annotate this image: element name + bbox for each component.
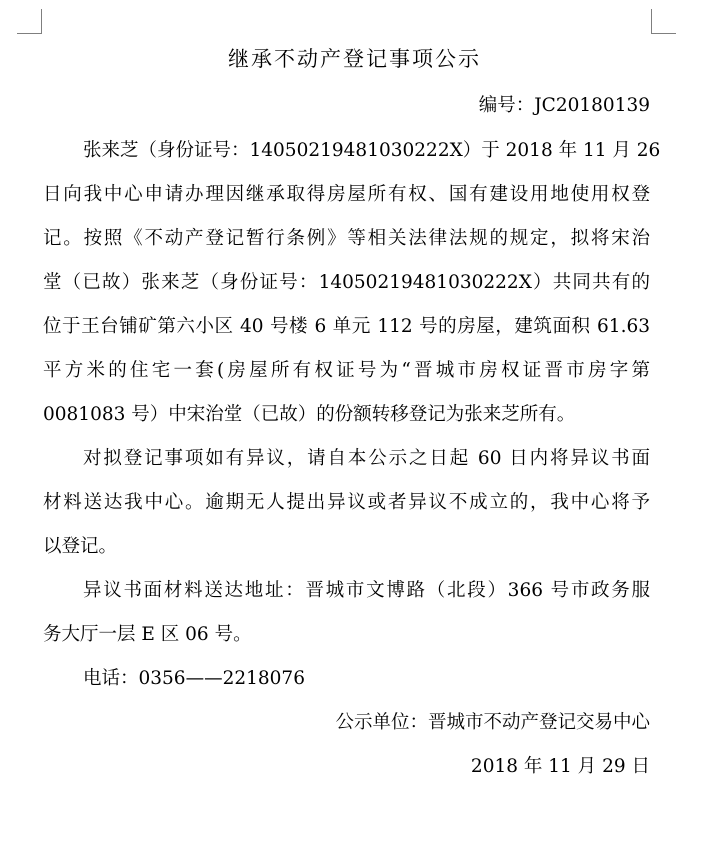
page-corner-mark-top-right — [651, 9, 676, 34]
paragraph-line: 0081083 号）中宋治堂（已故）的份额转移登记为张来芝所有。 — [43, 404, 576, 425]
paragraph-line: 以登记。 — [43, 536, 118, 557]
publisher-name: 公示单位：晋城市不动产登记交易中心 — [335, 712, 650, 733]
paragraph-line: 材料送达我中心。逾期无人提出异议或者异议不成立的，我中心将予 — [43, 492, 650, 513]
document-number: 编号：JC20180139 — [478, 95, 650, 116]
paragraph-line: 日向我中心申请办理因继承取得房屋所有权、国有建设用地使用权登 — [43, 184, 650, 205]
document-title: 继承不动产登记事项公示 — [228, 47, 481, 71]
publication-date: 2018 年 11 月 29 日 — [470, 756, 650, 777]
paragraph-line: 异议书面材料送达地址：晋城市文博路（北段）366 号市政务服 — [83, 580, 650, 601]
paragraph-line: 对拟登记事项如有异议，请自本公示之日起 60 日内将异议书面 — [83, 448, 650, 469]
page-corner-mark-top-left — [17, 9, 42, 34]
paragraph-line: 记。按照《不动产登记暂行条例》等相关法律法规的规定，拟将宋治 — [43, 228, 650, 249]
paragraph-line: 位于王台铺矿第六小区 40 号楼 6 单元 112 号的房屋，建筑面积 61.63 — [43, 316, 650, 337]
paragraph-line: 务大厅一层 E 区 06 号。 — [43, 624, 252, 645]
paragraph-line: 平方米的住宅一套(房屋所有权证号为“晋城市房权证晋市房字第 — [43, 360, 650, 381]
paragraph-line: 堂（已故）张来芝（身份证号：14050219481030222X）共同共有的 — [43, 272, 650, 293]
paragraph-line: 张来芝（身份证号：14050219481030222X）于 2018 年 11 月 26 — [83, 140, 661, 161]
contact-phone: 电话：0356——2218076 — [83, 668, 305, 689]
